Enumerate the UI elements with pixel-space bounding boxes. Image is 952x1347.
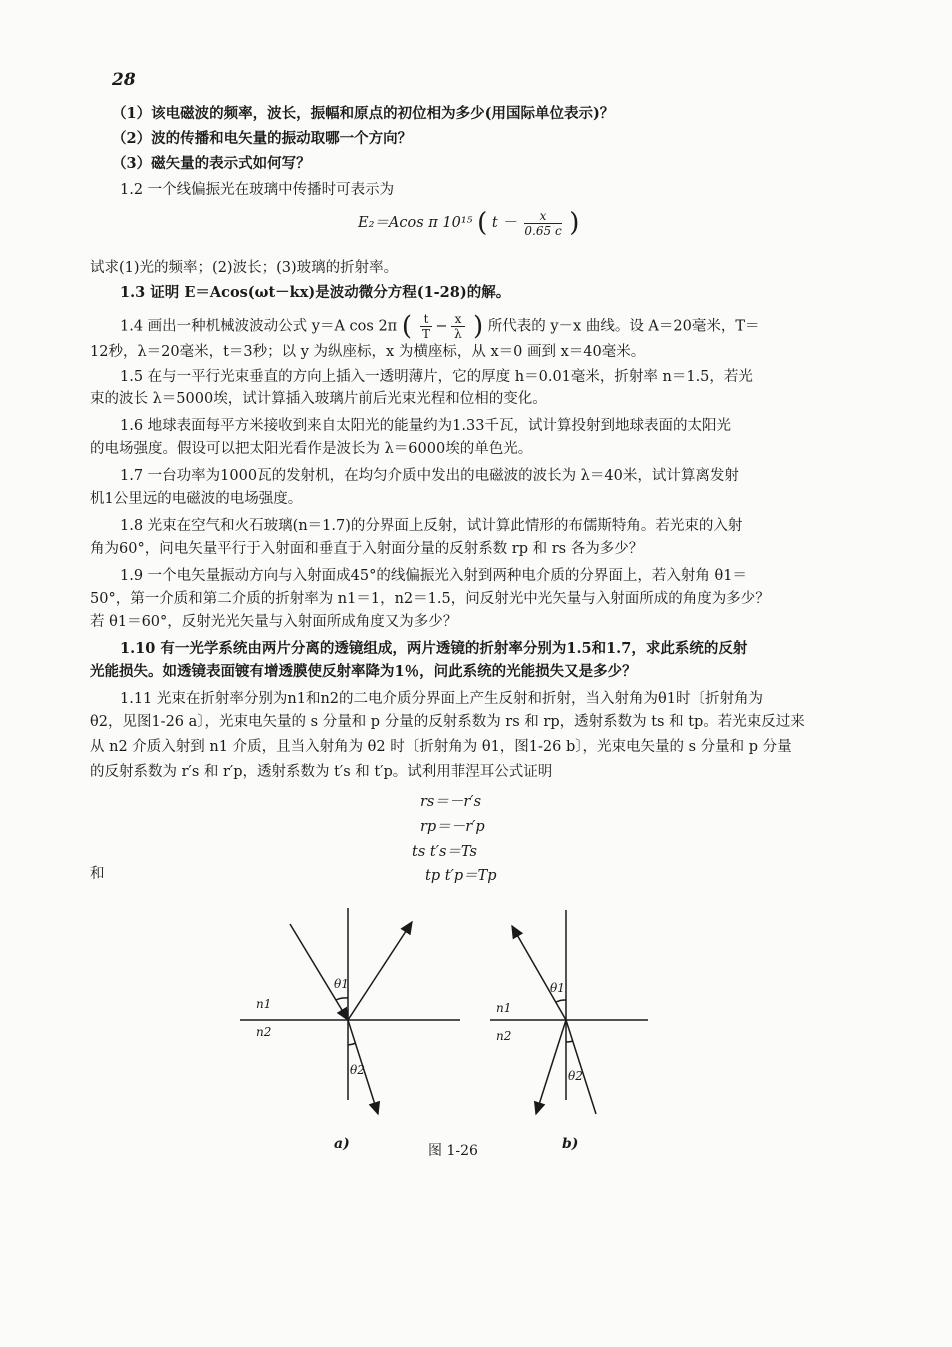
relation-tp: tp t′p＝Tp: [425, 868, 497, 884]
problem-1-11-line4: 的反射系数为 r′s 和 r′p，透射系数为 t′s 和 t′p。试利用菲涅耳公式证明: [90, 764, 553, 780]
eq-left: E₂＝Acos π 10¹⁵: [358, 215, 473, 231]
incident-ray-b: [566, 1020, 596, 1114]
refracted-ray-b: [512, 926, 566, 1020]
fraction-numerator: t: [420, 312, 433, 327]
reflected-ray-b: [536, 1020, 566, 1114]
figure-panel-a: [240, 908, 460, 1114]
theta1-label-a: θ1: [334, 977, 349, 991]
figure-label-a: a): [334, 1136, 350, 1152]
incident-ray-a: [290, 924, 348, 1020]
problem-1-5-line2: 束的波长 λ＝5000埃，试计算插入玻璃片前后光束光程和位相的变化。: [90, 391, 547, 407]
theta1-label-b: θ1: [550, 981, 565, 995]
problem-1-8-line2: 角为60°，问电矢量平行于入射面和垂直于入射面分量的反射系数 rp 和 rs 各为多少？: [90, 541, 644, 557]
problem-1-4-line2: 12秒，λ＝20毫米，t＝3秒；以 y 为纵座标，x 为横座标，从 x＝0 画到 x＝40毫米。: [90, 344, 646, 360]
fraction-denominator: T: [422, 327, 431, 341]
problem-1-11-line1: 1.11 光束在折射率分别为n1和n2的二电介质分界面上产生反射和折射，当入射角为θ1时〔折射角为: [120, 691, 763, 707]
problem-1-7-line1: 1.7 一台功率为1000瓦的发射机，在均匀介质中发出的电磁波的波长为 λ＝40米，试计算离发射: [120, 468, 739, 484]
problem-1-11-line3: 从 n2 介质入射到 n1 介质，且当入射角为 θ2 时〔折射角为 θ1，图1-26 b〕，光束电矢量的 s 分量和 p 分量: [90, 739, 792, 755]
page-number: 28: [112, 70, 136, 90]
p14-pre: 1.4 画出一种机械波波动公式 y＝A cos 2π: [120, 318, 398, 335]
problem-1-9-line3: 若 θ1＝60°，反射光光矢量与入射面所成角度又为多少？: [90, 614, 458, 630]
figure-panel-b: [490, 910, 648, 1114]
fraction-denominator: λ: [454, 327, 462, 341]
fraction-t-over-T: [420, 312, 433, 341]
problem-1-2-questions: 试求(1)光的频率；(2)波长；(3)玻璃的折射率。: [90, 260, 399, 276]
eq-fraction: [524, 209, 561, 238]
problem-1-6-line2: 的电场强度。假设可以把太阳光看作是波长为 λ＝6000埃的单色光。: [90, 441, 533, 457]
fraction-denominator: 0.65 c: [524, 223, 562, 238]
question-3: （3）磁矢量的表示式如何写？: [112, 155, 311, 172]
angle-arc-theta1-a: [336, 998, 348, 1000]
n1-label-b: n1: [496, 1001, 512, 1015]
problem-1-3: 1.3 证明 E＝Acos(ωt－kx)是波动微分方程(1-28)的解。: [120, 284, 511, 301]
problem-1-5-line1: 1.5 在与一平行光束垂直的方向上插入一透明薄片，它的厚度 h＝0.01毫米，折射率 n＝1.5，若光: [120, 369, 753, 385]
question-1: （1）该电磁波的频率，波长，振幅和原点的初位相为多少(用国际单位表示)？: [112, 105, 615, 122]
problem-1-6-line1: 1.6 地球表面每平方米接收到来自太阳光的能量约为1.33千瓦，试计算投射到地球表面的太阳光: [120, 418, 731, 434]
angle-arc-theta2-b: [566, 1041, 573, 1042]
equation-1-2: [358, 208, 579, 238]
n1-label-a: n1: [256, 997, 272, 1011]
reflected-ray-a: [348, 922, 412, 1020]
and-word: 和: [90, 866, 105, 882]
paren-left: (: [401, 311, 412, 342]
relation-ts: ts t′s＝Ts: [412, 844, 477, 860]
figure-label-b: b): [562, 1136, 579, 1152]
fraction-numerator: x: [451, 312, 466, 327]
paren-right: ): [472, 311, 484, 342]
problem-1-2-intro: 1.2 一个线偏振光在玻璃中传播时可表示为: [120, 182, 395, 198]
figure-1-26: [240, 900, 660, 1140]
theta2-label-a: θ2: [350, 1063, 365, 1077]
problem-1-9-line1: 1.9 一个电矢量振动方向与入射面成45°的线偏振光入射到两种电介质的分界面上，若入射角 θ1＝: [120, 568, 747, 584]
theta2-label-b: θ2: [568, 1069, 583, 1083]
problem-1-10-line2: 光能损失。如透镜表面镀有增透膜使反射率降为1％，问此系统的光能损失又是多少？: [90, 663, 637, 680]
problem-1-9-line2: 50°，第一介质和第二介质的折射率为 n1＝1，n2＝1.5，问反射光中光矢量与入射面所成的角度为多少？: [90, 591, 770, 607]
problem-1-4-line1: 1.4 画出一种机械波波动公式 y＝A cos 2π ( $\frac{t}{T}$ − $\frac{x}{\lambda}$ ) 所代表的 y－x 曲线。设 A＝20毫米，T＝: [120, 311, 760, 342]
problem-1-7-line2: 机1公里远的电磁波的电场强度。: [90, 491, 303, 507]
problem-1-8-line1: 1.8 光束在空气和火石玻璃(n＝1.7)的分界面上反射，试计算此情形的布儒斯特角。若光束的入射: [120, 518, 743, 534]
fraction-x-over-lambda: [451, 312, 466, 341]
question-2: （2）波的传播和电矢量的振动取哪一个方向？: [112, 130, 413, 147]
n2-label-b: n2: [496, 1029, 512, 1043]
problem-1-10-line1: 1.10 有一光学系统由两片分离的透镜组成，两片透镜的折射率分别为1.5和1.7，求此系统的反射: [120, 640, 748, 657]
fraction-numerator: x: [524, 209, 561, 224]
angle-arc-theta2-a: [348, 1043, 356, 1045]
n2-label-a: n2: [256, 1025, 272, 1039]
paren-right: ): [569, 208, 580, 238]
angle-arc-theta1-b: [556, 1000, 566, 1002]
eq-t: t －: [491, 215, 517, 231]
figure-caption: 图 1-26: [428, 1143, 478, 1159]
relation-rs: rs＝－r′s: [420, 794, 482, 810]
problem-1-11-line2: θ2，见图1-26 a〕，光束电矢量的 s 分量和 p 分量的反射系数为 rs 和 rp，透射系数为 ts 和 tp。若光束反过来: [90, 714, 805, 730]
paren-left: (: [477, 208, 488, 238]
relation-rp: rp＝－r′p: [420, 819, 485, 835]
p14-post: 所代表的 y－x 曲线。设 A＝20毫米，T＝: [487, 318, 760, 335]
